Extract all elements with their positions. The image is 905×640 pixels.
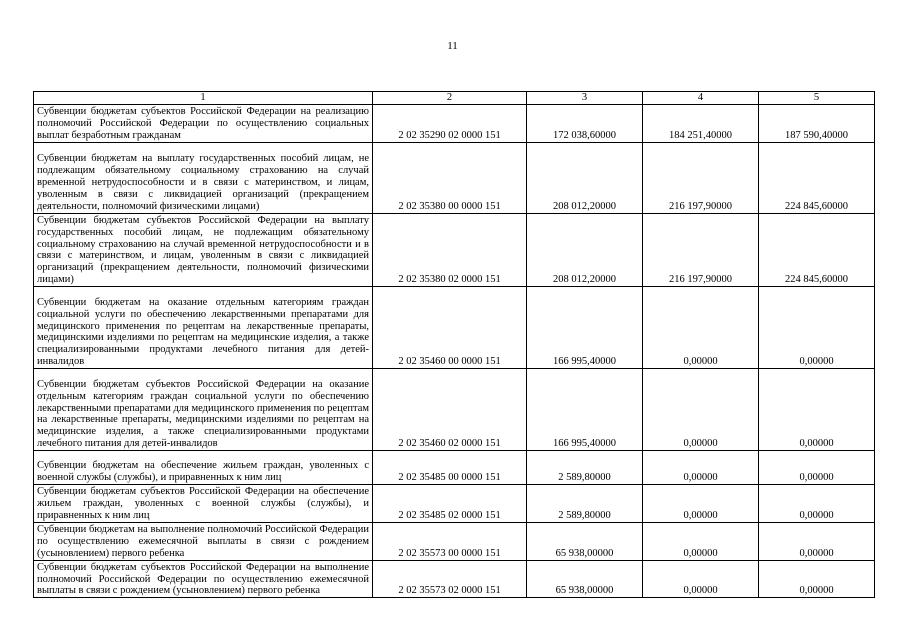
row-value-col3: 65 938,00000 [527, 560, 643, 598]
row-value-col4: 216 197,90000 [643, 142, 759, 213]
row-code: 2 02 35380 02 0000 151 [373, 213, 527, 286]
header-cell-4: 4 [643, 92, 759, 105]
table-row [34, 451, 875, 485]
header-cell-1: 1 [34, 92, 373, 105]
row-description: Субвенции бюджетам на выполнение полномочий Российской Федерации по осуществлению ежемесячной выплаты в связи с рождением (усыновлением) первого ребенка [34, 522, 373, 560]
row-value-col3: 2 589,80000 [527, 485, 643, 523]
row-value-col5: 224 845,60000 [759, 142, 875, 213]
row-value-col3: 172 038,60000 [527, 105, 643, 143]
table-row [34, 142, 875, 213]
row-value-col5: 0,00000 [759, 369, 875, 451]
row-value-col5: 0,00000 [759, 451, 875, 485]
row-description: Субвенции бюджетам субъектов Российской Федерации на оказание отдельным категориям граждан социальной услуги по обеспечению лекарственными препаратами для медицинского применения по рецептам на лекарственные препараты, медицинскими изделиями по рецептам на медицинские изделия, а также специализированными продуктами лечебного питания для детей-инвалидов [34, 369, 373, 451]
page-number: 11 [447, 40, 458, 52]
row-value-col4: 0,00000 [643, 560, 759, 598]
table-row [34, 560, 875, 598]
row-code: 2 02 35460 02 0000 151 [373, 369, 527, 451]
header-cell-2: 2 [373, 92, 527, 105]
row-description: Субвенции бюджетам на оказание отдельным категориям граждан социальной услуги по обеспечению лекарственными препаратами для медицинского применения по рецептам на лекарственные препараты, медицинскими изделиями по рецептам на медицинские изделия, а также специализированными продуктами лечебного питания для детей-инвалидов [34, 287, 373, 369]
table-row [34, 287, 875, 369]
row-code: 2 02 35460 00 0000 151 [373, 287, 527, 369]
row-code: 2 02 35290 02 0000 151 [373, 105, 527, 143]
row-description: Субвенции бюджетам на обеспечение жильем граждан, уволенных с военной службы (службы), и приравненных к ним лиц [34, 451, 373, 485]
table-row [34, 369, 875, 451]
row-value-col5: 224 845,60000 [759, 213, 875, 286]
row-value-col5: 0,00000 [759, 522, 875, 560]
table-body [34, 92, 875, 598]
row-value-col5: 0,00000 [759, 287, 875, 369]
row-value-col4: 0,00000 [643, 522, 759, 560]
row-code: 2 02 35485 02 0000 151 [373, 485, 527, 523]
budget-table [33, 91, 875, 598]
header-cell-3: 3 [527, 92, 643, 105]
row-description: Субвенции бюджетам субъектов Российской Федерации на обеспечение жильем граждан, уволенных с военной службы (службы), и приравненных к ним лиц [34, 485, 373, 523]
row-value-col4: 0,00000 [643, 369, 759, 451]
header-row [34, 92, 875, 105]
row-value-col3: 2 589,80000 [527, 451, 643, 485]
row-value-col4: 0,00000 [643, 485, 759, 523]
row-value-col3: 208 012,20000 [527, 142, 643, 213]
row-code: 2 02 35485 00 0000 151 [373, 451, 527, 485]
table-row [34, 213, 875, 286]
row-value-col4: 184 251,40000 [643, 105, 759, 143]
row-value-col3: 208 012,20000 [527, 213, 643, 286]
row-value-col5: 187 590,40000 [759, 105, 875, 143]
row-value-col4: 216 197,90000 [643, 213, 759, 286]
table-row [34, 485, 875, 523]
row-code: 2 02 35573 00 0000 151 [373, 522, 527, 560]
row-value-col3: 65 938,00000 [527, 522, 643, 560]
row-value-col3: 166 995,40000 [527, 369, 643, 451]
row-value-col5: 0,00000 [759, 485, 875, 523]
row-value-col4: 0,00000 [643, 287, 759, 369]
row-description: Субвенции бюджетам субъектов Российской Федерации на выполнение полномочий Российской Федерации по осуществлению ежемесячной выплаты в связи с рождением (усыновлением) первого ребенка [34, 560, 373, 598]
row-code: 2 02 35573 02 0000 151 [373, 560, 527, 598]
table-row [34, 522, 875, 560]
row-value-col3: 166 995,40000 [527, 287, 643, 369]
row-description: Субвенции бюджетам на выплату государственных пособий лицам, не подлежащим обязательному социальному страхованию на случай временной нетрудоспособности и в связи с материнством, и лицам, уволенным в связи с ликвидацией организаций (прекращением деятельности, полномочий физическими лицами) [34, 142, 373, 213]
row-value-col4: 0,00000 [643, 451, 759, 485]
table-row [34, 105, 875, 143]
row-description: Субвенции бюджетам субъектов Российской Федерации на реализацию полномочий Российской Федерации по осуществлению социальных выплат безработным гражданам [34, 105, 373, 143]
row-code: 2 02 35380 00 0000 151 [373, 142, 527, 213]
row-description: Субвенции бюджетам субъектов Российской Федерации на выплату государственных пособий лицам, не подлежащим обязательному социальному страхованию на случай временной нетрудоспособности и в связи с материнством, и лицам, уволенным в связи с ликвидацией организаций (прекращением деятельности, полномочий физическими лицами) [34, 213, 373, 286]
header-cell-5: 5 [759, 92, 875, 105]
row-value-col5: 0,00000 [759, 560, 875, 598]
